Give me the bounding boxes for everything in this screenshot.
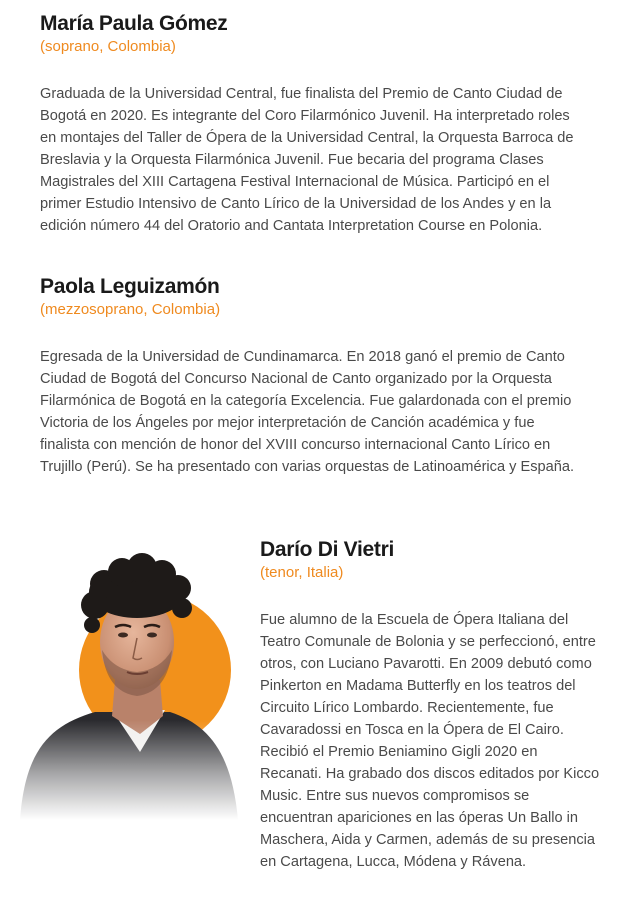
bio-line: Trujillo (Perú). Se ha presentado con varias orquestas de Latinoamérica y España. <box>40 459 575 475</box>
artist-role: (mezzosoprano, Colombia) <box>40 301 221 318</box>
bio-line: Recibió el Premio Beniamino Gigli 2020 en <box>260 744 538 760</box>
bio-paola-leguizamon <box>40 274 574 478</box>
bio-line: Pinkerton en Madama Butterfly en los teatros del <box>260 678 576 694</box>
bio-line: Maschera, Aida y Carmen, además de su presencia <box>260 832 596 848</box>
artist-role: (soprano, Colombia) <box>40 38 176 55</box>
bio-line: Teatro Comunale de Bolonia y se perfeccionó, entre <box>260 634 596 650</box>
bio-line: Circuito Lírico Lombardo. Recientemente, fue <box>260 700 554 716</box>
bio-line: Filarmónica de Bogotá en la categoría Excelencia. Fue galardonada con el premio <box>40 393 572 409</box>
bio-line: Breslavia y la Orquesta Filarmónica Juvenil. Fue becaria del programa Clases <box>40 152 544 168</box>
bio-line: Recanati. Ha grabado dos discos editados por Kicco <box>260 766 600 782</box>
bio-line: Cavaradossi en Tosca en la Ópera de El Cairo. <box>260 722 564 738</box>
bio-line: Music. Entre sus nuevos compromisos se <box>260 788 530 804</box>
artist-name: María Paula Gómez <box>40 12 228 35</box>
bio-line: edición número 44 del Oratorio and Cantata Interpretation Course en Polonia. <box>40 218 543 234</box>
bio-line: Graduada de la Universidad Central, fue finalista del Premio de Canto Ciudad de <box>40 86 563 102</box>
bio-line: otros, con Luciano Pavarotti. En 2009 debutó como <box>260 656 592 672</box>
bio-line: Victoria de los Ángeles por mejor interpretación de Canción académica y fue <box>40 415 535 431</box>
artist-biography <box>40 83 574 237</box>
bio-line: Ciudad de Bogotá del Concurso Nacional de Canto organizado por la Orquesta <box>40 371 552 387</box>
artist-biography <box>260 609 599 873</box>
bio-maria-paula-gomez <box>40 11 574 237</box>
artist-biography <box>40 346 574 478</box>
bio-line: Fue alumno de la Escuela de Ópera Italiana del <box>260 612 569 628</box>
bio-line: Magistrales del XIII Cartagena Festival Internacional de Música. Participó en el <box>40 174 550 190</box>
bio-line: primer Estudio Intensivo de Canto Lírico de la Universidad de los Andes y en la <box>40 196 552 212</box>
artist-name: Darío Di Vietri <box>260 538 394 561</box>
bio-line: Bogotá en 2020. Es integrante del Coro Filarmónico Juvenil. Ha interpretado roles <box>40 108 570 124</box>
bio-dario-di-vietri <box>260 537 599 873</box>
artist-role: (tenor, Italia) <box>260 564 344 581</box>
artist-name: Paola Leguizamón <box>40 275 220 298</box>
bio-line: finalista con mención de honor del XVIII concurso internacional Canto Lírico en <box>40 437 551 453</box>
bio-line: Egresada de la Universidad de Cundinamarca. En 2018 ganó el premio de Canto <box>40 349 565 365</box>
bio-line: en Cartagena, Lucca, Módena y Rávena. <box>260 854 527 870</box>
tenor-portrait-image <box>0 520 250 820</box>
bio-line: encuentran apariciones en las óperas Un Ballo in <box>260 810 579 826</box>
bio-line: en montajes del Taller de Ópera de la Universidad Central, la Orquesta Barroca de <box>40 130 574 146</box>
